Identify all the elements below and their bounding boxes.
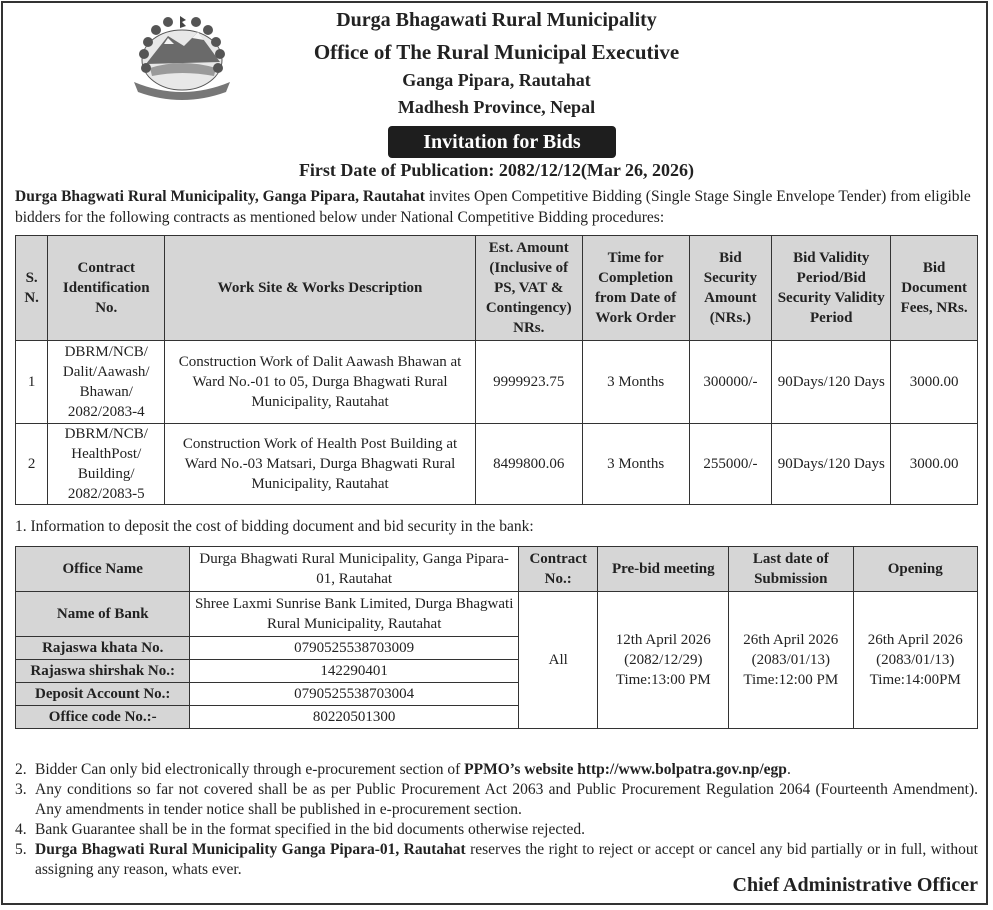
intro-bold: Durga Bhagwati Rural Municipality, Ganga Pipara, Rautahat	[15, 188, 425, 205]
notice-title-banner: Invitation for Bids	[388, 126, 616, 158]
label-rajaswa-khata: Rajaswa khata No.	[16, 637, 190, 660]
cell-est-amount: 8499800.06	[475, 424, 582, 505]
signatory-title: Chief Administrative Officer	[732, 874, 978, 896]
note-item	[15, 820, 978, 840]
value-deposit-account: 0790525538703004	[190, 683, 518, 706]
notes-list	[15, 760, 978, 880]
table-header-row	[16, 236, 978, 341]
note-text: Bidder Can only bid electronically through e-procurement section of	[35, 761, 465, 778]
opening-date: 26th April 2026	[867, 632, 963, 648]
prebid-date: 12th April 2026	[615, 632, 711, 648]
note-text: Bank Guarantee shall be in the format specified in the bid documents otherwise rejected.	[35, 821, 586, 838]
value-office-code: 80220501300	[190, 706, 518, 729]
header-opening: Opening	[853, 547, 977, 592]
value-opening	[853, 592, 977, 729]
value-last-submission	[729, 592, 853, 729]
contracts-table	[15, 235, 978, 505]
value-rajaswa-shirshak: 142290401	[190, 660, 518, 683]
header-bid-security: Bid Security Amount (NRs.)	[689, 236, 772, 341]
header-est-amount: Est. Amount (Inclusive of PS, VAT & Contingency) NRs.	[475, 236, 582, 341]
office-name: Office of The Rural Municipal Executive	[313, 40, 680, 64]
header-completion-time: Time for Completion from Date of Work Order	[582, 236, 689, 341]
opening-nepali-date: (2083/01/13)	[876, 652, 955, 668]
table-row	[16, 424, 978, 505]
label-rajaswa-shirshak: Rajaswa shirshak No.:	[16, 660, 190, 683]
note-bold: Durga Bhagwati Rural Municipality Ganga Pipara-01, Rautahat	[35, 841, 466, 858]
publication-date: First Date of Publication: 2082/12/12(Mar 26, 2026)	[298, 160, 695, 180]
cell-bid-validity: 90Days/120 Days	[772, 341, 891, 424]
cell-sn: 2	[16, 424, 48, 505]
header-sn: S. N.	[16, 236, 48, 341]
cell-description: Construction Work of Health Post Building at Ward No.-03 Matsari, Durga Bhagwati Rural Municipality, Rautahat	[165, 424, 476, 505]
submission-nepali-date: (2083/01/13)	[751, 652, 830, 668]
label-office-name: Office Name	[16, 547, 190, 592]
cell-contract-id: DBRM/NCB/ Dalit/Aawash/ Bhawan/ 2082/2083-4	[48, 341, 165, 424]
header-contract-no: Contract No.:	[518, 547, 598, 592]
cell-est-amount: 9999923.75	[475, 341, 582, 424]
value-bank-name: Shree Laxmi Sunrise Bank Limited, Durga Bhagwati Rural Municipality, Rautahat	[190, 592, 518, 637]
header-last-submission: Last date of Submission	[729, 547, 853, 592]
header-prebid-meeting: Pre-bid meeting	[598, 547, 729, 592]
prebid-time: Time:13:00 PM	[615, 672, 711, 688]
label-office-code: Office code No.:-	[16, 706, 190, 729]
note-text: reserves the right to reject or accept or cancel any bid partially or in full, without assigning any reason, whats ever.	[35, 841, 978, 878]
note-number: 3.	[15, 781, 27, 798]
intro-text: invites Open Competitive Bidding (Single Stage Single Envelope Tender) from eligible bidders for the following contracts as mentioned below under National Competitive Bidding procedures:	[15, 188, 971, 226]
note-1: 1. Information to deposit the cost of bidding document and bid security in the bank:	[15, 518, 534, 535]
note-text: Any conditions so far not covered shall be as per Public Procurement Act 2063 and Public Procurement Regulation 2064 (Fourteenth Amendment). Any amendments in tender notice shall be published in e-procurement section.	[35, 781, 978, 818]
header-contract-id: Contract Identification No.	[48, 236, 165, 341]
municipality-name: Durga Bhagawati Rural Municipality	[336, 9, 657, 31]
cell-completion-time: 3 Months	[582, 341, 689, 424]
table-row	[16, 341, 978, 424]
header-bid-validity: Bid Validity Period/Bid Security Validity Period	[772, 236, 891, 341]
cell-description: Construction Work of Dalit Aawash Bhawan at Ward No.-01 to 05, Durga Bhagwati Rural Municipality, Rautahat	[165, 341, 476, 424]
value-rajaswa-khata: 0790525538703009	[190, 637, 518, 660]
cell-bid-security: 255000/-	[689, 424, 772, 505]
note-item	[15, 780, 978, 820]
cell-doc-fees: 3000.00	[891, 424, 978, 505]
prebid-nepali-date: (2082/12/29)	[624, 652, 703, 668]
cell-doc-fees: 3000.00	[891, 341, 978, 424]
opening-time: Time:14:00PM	[869, 672, 961, 688]
submission-date: 26th April 2026	[743, 632, 839, 648]
intro-paragraph	[15, 186, 980, 228]
address-line: Ganga Pipara, Rautahat	[402, 70, 591, 90]
province-line: Madhesh Province, Nepal	[397, 97, 596, 117]
cell-bid-security: 300000/-	[689, 341, 772, 424]
value-prebid-meeting	[598, 592, 729, 729]
header-description: Work Site & Works Description	[165, 236, 476, 341]
note-number: 2.	[15, 761, 27, 778]
value-contract-no: All	[518, 592, 598, 729]
label-bank-name: Name of Bank	[16, 592, 190, 637]
note-number: 5.	[15, 841, 27, 858]
note-item	[15, 760, 978, 780]
cell-contract-id: DBRM/NCB/ HealthPost/ Building/ 2082/2083-5	[48, 424, 165, 505]
cell-bid-validity: 90Days/120 Days	[772, 424, 891, 505]
label-deposit-account: Deposit Account No.:	[16, 683, 190, 706]
note-number: 4.	[15, 821, 27, 838]
ppmo-website-link[interactable]: PPMO’s website http://www.bolpatra.gov.np/egp	[464, 761, 787, 778]
cell-sn: 1	[16, 341, 48, 424]
header-doc-fees: Bid Document Fees, NRs.	[891, 236, 978, 341]
value-office-name: Durga Bhagwati Rural Municipality, Ganga Pipara-01, Rautahat	[190, 547, 518, 592]
bank-row-bank-name	[16, 592, 978, 637]
bank-info-table	[15, 546, 978, 729]
submission-time: Time:12:00 PM	[743, 672, 839, 688]
cell-completion-time: 3 Months	[582, 424, 689, 505]
note-text-end: .	[786, 761, 791, 778]
bank-row-office	[16, 547, 978, 592]
